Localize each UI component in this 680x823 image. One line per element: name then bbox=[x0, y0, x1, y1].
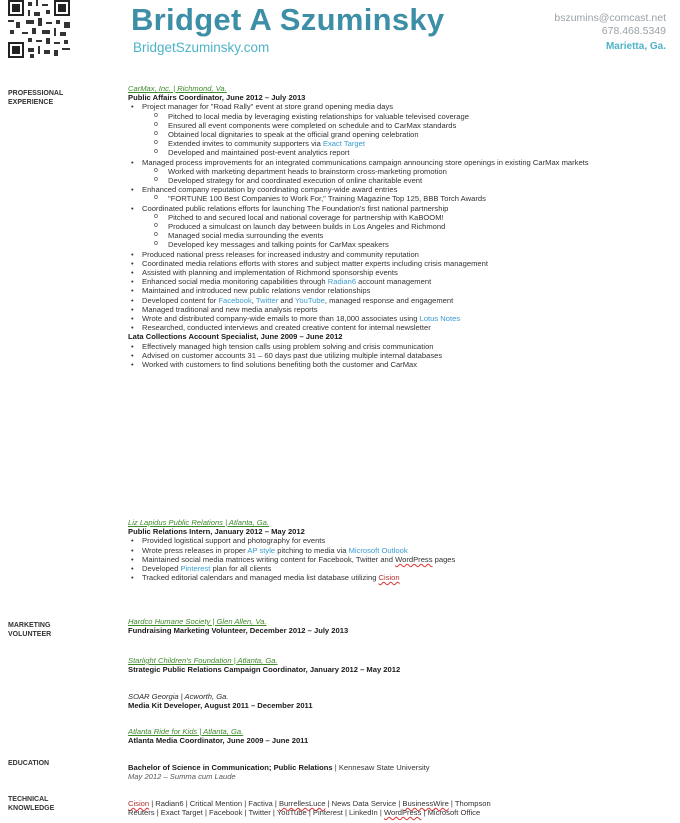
list-item: o Developed key messages and talking points for CarMax speakers bbox=[128, 240, 668, 249]
employer-name: Liz Lapidus Public Relations | Atlanta, Ga. bbox=[128, 518, 269, 527]
role-title: Atlanta Media Coordinator, June 2009 – June 2011 bbox=[128, 736, 309, 746]
phone-number: 678.468.5349 bbox=[601, 25, 666, 37]
volunteer-ride-for-kids bbox=[128, 727, 668, 745]
list-item bbox=[128, 296, 668, 305]
list-item: • Coordinated public relations efforts for launching The Foundation's first national partnership bbox=[128, 204, 668, 213]
list-item: o "FORTUNE 100 Best Companies to Work For," Training Magazine Top 125, BBB Torch Awards bbox=[128, 194, 668, 203]
outlook-link[interactable]: Microsoft Outlook bbox=[348, 545, 408, 555]
school: | Kennesaw State University bbox=[332, 763, 430, 772]
list-item: • Provided logistical support and photography for events bbox=[128, 536, 668, 545]
list-item: • Managed process improvements for an integrated communications campaign announcing store openings in existing CarMax markets bbox=[128, 158, 647, 167]
role-title: Fundraising Marketing Volunteer, December 2012 – July 2013 bbox=[128, 626, 349, 636]
experience-liz-lapidus bbox=[128, 518, 668, 582]
candidate-name: Bridget A Szuminsky bbox=[131, 2, 445, 37]
list-item: o Pitched to local media by leveraging existing relationships for valuable televised coverage bbox=[128, 112, 668, 121]
skills-line bbox=[128, 799, 668, 808]
pinterest-link[interactable]: Pinterest bbox=[180, 564, 211, 574]
honors: May 2012 – Summa cum Laude bbox=[128, 772, 236, 782]
wordpress-text: WordPress bbox=[395, 554, 433, 564]
list-item: • Worked with customers to find solutions benefiting both the customer and CarMax bbox=[128, 360, 668, 369]
list-item-text: account management bbox=[356, 277, 432, 287]
job-title: Public Relations Intern, January 2012 – May 2012 bbox=[128, 527, 305, 537]
list-item-text: Maintained social media matrices writing content for Facebook, Twitter and bbox=[142, 554, 396, 564]
list-item: o Worked with marketing department heads to brainstorm cross-marketing promotion bbox=[128, 167, 668, 176]
skills-text: | Thompson bbox=[448, 799, 491, 808]
email-link[interactable]: bszumins@comcast.net bbox=[554, 12, 666, 24]
list-item-text: pitching to media via bbox=[275, 545, 349, 555]
list-item: • Researched, conducted interviews and created creative content for internal newsletter bbox=[128, 323, 668, 332]
list-item: • Advised on customer accounts 31 – 60 days past due utilizing multiple internal databases bbox=[128, 351, 668, 360]
youtube-link[interactable]: YouTube bbox=[295, 295, 325, 305]
list-item: o Developed and maintained post-event analytics report bbox=[128, 148, 668, 157]
list-item: • Effectively managed high tension calls using problem solving and crisis communication bbox=[128, 342, 668, 351]
ap-style-link[interactable]: AP style bbox=[247, 545, 276, 555]
section-label-education: EDUCATION bbox=[8, 760, 50, 767]
list-item-text: Wrote press releases in proper bbox=[142, 545, 248, 555]
skills-text: | Radian6 | Critical Mention | Factiva | bbox=[149, 799, 279, 808]
technical-skills bbox=[128, 799, 668, 817]
location: Marietta, Ga. bbox=[605, 41, 666, 52]
skill-cision: Cision bbox=[128, 799, 150, 808]
list-item bbox=[128, 573, 668, 582]
organization-name: Starlight Children's Foundation | Atlanta, Ga. bbox=[128, 656, 278, 665]
section-label-professional: PROFESSIONAL EXPERIENCE bbox=[8, 90, 64, 106]
list-item bbox=[128, 314, 668, 323]
organization-name: Atlanta Ride for Kids | Atlanta, Ga. bbox=[128, 727, 244, 736]
list-item-text: Developed bbox=[142, 564, 181, 574]
role-title: Media Kit Developer, August 2011 – December 2011 bbox=[128, 701, 313, 711]
volunteer-soar bbox=[128, 692, 668, 710]
job-title: Public Affairs Coordinator, June 2012 – July 2013 bbox=[128, 93, 306, 103]
list-item-text: pages bbox=[432, 554, 456, 564]
skill-businesswire: BusinessWire bbox=[402, 799, 449, 808]
list-item-text: Extended invites to community supporters via bbox=[168, 139, 323, 149]
list-item-text: plan for all clients bbox=[210, 564, 272, 574]
skills-text: | News Data Service | bbox=[325, 799, 403, 808]
list-item-text: , managed response and engagement bbox=[324, 295, 454, 305]
exact-target-link[interactable]: Exact Target bbox=[322, 139, 365, 149]
employer-name: CarMax, Inc. | Richmond, Va. bbox=[128, 84, 227, 93]
job-title: Lata Collections Account Specialist, June 2009 – June 2012 bbox=[128, 332, 343, 342]
list-item-text: Developed content for bbox=[142, 295, 219, 305]
list-item: • Project manager for "Road Rally" event at store grand opening media days bbox=[128, 102, 668, 111]
bullet-list bbox=[128, 102, 668, 332]
section-label-technical: TECHNICAL KNOWLEDGE bbox=[8, 796, 55, 812]
list-item-text: , bbox=[251, 295, 256, 305]
list-item: o Pitched to and secured local and national coverage for partnership with KaBOOM! bbox=[128, 213, 668, 222]
organization-name: SOAR Georgia | Acworth, Ga. bbox=[128, 692, 229, 701]
website-link[interactable]: BridgetSzuminsky.com bbox=[133, 40, 270, 55]
list-item: • Maintained and introduced new public relations vendor relationships bbox=[128, 286, 668, 295]
list-item bbox=[128, 546, 668, 555]
list-item: • Assisted with planning and implementation of Richmond sponsorship events bbox=[128, 268, 668, 277]
education-entry bbox=[128, 763, 668, 781]
volunteer-starlight bbox=[128, 656, 668, 674]
skills-line bbox=[128, 808, 668, 817]
list-item bbox=[128, 555, 668, 564]
bullet-list bbox=[128, 342, 668, 370]
radian6-link[interactable]: Radian6 bbox=[327, 277, 357, 287]
list-item: o Obtained local dignitaries to speak at the official grand opening celebration bbox=[128, 130, 668, 139]
twitter-link[interactable]: Twitter bbox=[255, 295, 279, 305]
list-item-text: and bbox=[278, 295, 296, 305]
skill-burrellesluce: BurrellesLuce bbox=[278, 799, 326, 808]
degree-line bbox=[128, 763, 668, 772]
section-label-marketing: MARKETING VOLUNTEER bbox=[8, 622, 52, 638]
list-item-text: Enhanced social media monitoring capabilities through bbox=[142, 277, 328, 287]
list-item: o Ensured all event components were completed on schedule and to CarMax standards bbox=[128, 121, 668, 130]
degree: Bachelor of Science in Communication; Public Relations bbox=[128, 763, 333, 772]
list-item: o Developed strategy for and coordinated execution of online charitable event bbox=[128, 176, 668, 185]
list-item-text: Wrote and distributed company-wide emails to more than 18,000 associates using bbox=[142, 314, 420, 324]
list-item bbox=[128, 139, 668, 148]
experience-carmax bbox=[128, 84, 668, 369]
list-item bbox=[128, 277, 668, 286]
cision-link[interactable]: Cision bbox=[378, 573, 400, 583]
list-item: • Coordinated media relations efforts with stores and subject matter experts including crisis management bbox=[128, 259, 668, 268]
contact-block bbox=[554, 12, 666, 53]
bullet-list bbox=[128, 536, 668, 582]
organization-name: Hardco Humane Society | Glen Allen, Va. bbox=[128, 617, 267, 626]
skills-text: Reuters | Exact Target | Facebook | Twitter | YouTube | Pinterest | LinkedIn | bbox=[128, 808, 384, 818]
list-item bbox=[128, 564, 668, 573]
lotus-notes-link[interactable]: Lotus Notes bbox=[419, 314, 461, 324]
volunteer-hanover bbox=[128, 617, 668, 635]
skills-text: | Microsoft Office bbox=[421, 808, 481, 818]
role-title: Strategic Public Relations Campaign Coordinator, January 2012 – May 2012 bbox=[128, 665, 401, 675]
list-item: • Managed traditional and new media analysis reports bbox=[128, 305, 668, 314]
qr-code-icon bbox=[8, 0, 70, 58]
list-item: o Managed social media surrounding the events bbox=[128, 231, 668, 240]
list-item: • Enhanced company reputation by coordinating company-wide award entries bbox=[128, 185, 668, 194]
list-item: • Produced national press releases for increased industry and community reputation bbox=[128, 250, 668, 259]
skill-wordpress: WordPress bbox=[383, 808, 422, 818]
list-item: o Produced a simulcast on launch day between builds in Los Angeles and Richmond bbox=[128, 222, 668, 231]
list-item-text: Tracked editorial calendars and managed media list database utilizing bbox=[142, 573, 379, 583]
facebook-link[interactable]: Facebook bbox=[218, 295, 252, 305]
